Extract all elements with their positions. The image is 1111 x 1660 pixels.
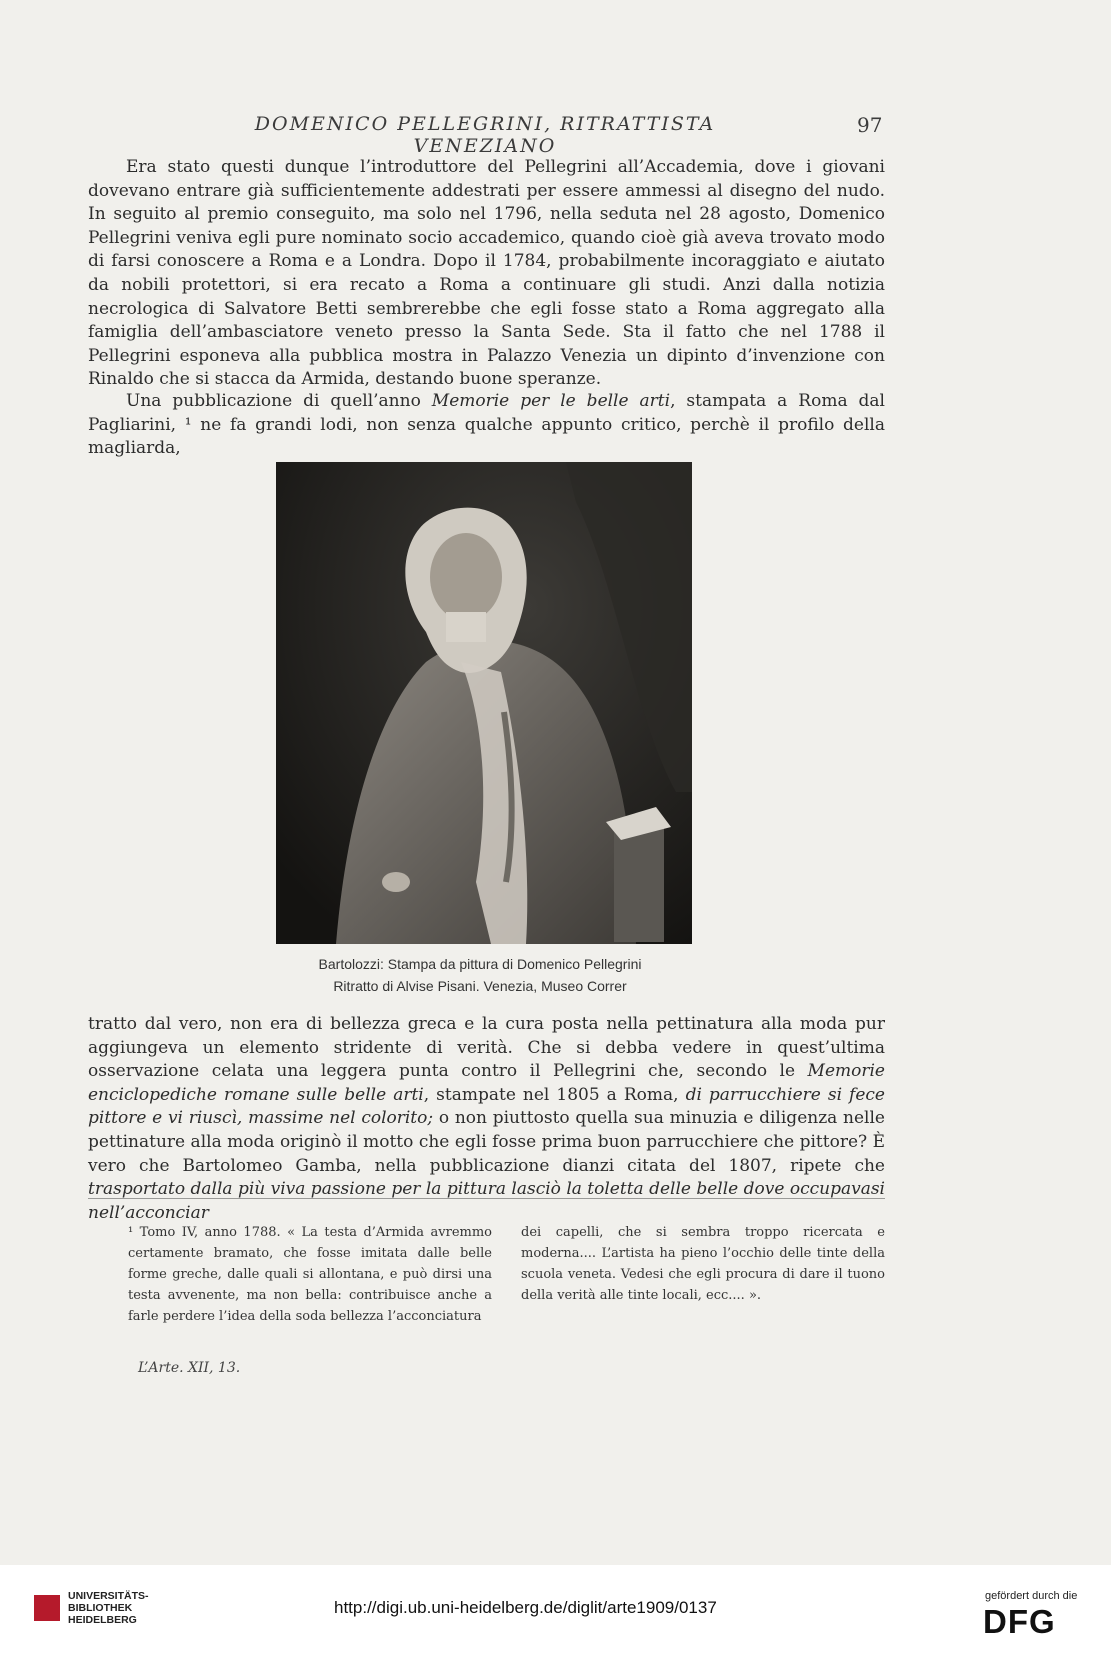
paragraph-2 (88, 390, 885, 461)
page-number: 97 (857, 113, 883, 137)
signature-mark: L’Arte. XII, 13. (138, 1360, 241, 1376)
figure-caption-line-2: Ritratto di Alvise Pisani. Venezia, Museo Correr (333, 978, 627, 994)
paragraph-3-text-c: o non piuttosto quella sua minuzia e diligenza nelle pettinature alla moda originò il motto che egli fosse prima buon parrucchiere che pittore? È vero che Bartolomeo Gamba, nella pubblicazione dianzi citata del 1807, ripete che (88, 1108, 885, 1176)
digitization-footer (0, 1565, 1111, 1660)
paragraph-2-text-b: , stampata a Roma dal Pagliarini, ¹ ne fa grandi lodi, non senza qualche appunto critico, perchè il profilo della magliarda, (88, 391, 885, 459)
paragraph-3-italic-3: trasportato dalla più viva passione per la pittura lasciò la toletta delle belle dove occupavasi nell’acconciar (88, 1179, 885, 1223)
figure-caption-line-1: Bartolozzi: Stampa da pittura di Domenico Pellegrini (318, 956, 642, 972)
permalink[interactable]: http://digi.ub.uni-heidelberg.de/diglit/arte1909/0137 (334, 1598, 717, 1617)
paragraph-3-italic-1: Memorie enciclopediche romane sulle belle arti (88, 1061, 885, 1105)
paragraph-3-text-a: tratto dal vero, non era di bellezza greca e la cura posta nella pettinatura alla moda pur aggiungeva un elemento stridente di verità. Che si debba vedere in quest’ultima osservazione celata una leggera punta contro il Pellegrini che, secondo le (88, 1014, 885, 1082)
funding-label: gefördert durch die (985, 1590, 1078, 1602)
running-title: DOMENICO PELLEGRINI, RITRATTISTA VENEZIANO (254, 113, 716, 157)
library-name: UNIVERSITÄTS- BIBLIOTHEK HEIDELBERG (68, 1590, 149, 1626)
library-logo-icon (34, 1595, 60, 1621)
paragraph-3 (88, 1013, 885, 1225)
portrait-engraving (276, 462, 692, 944)
footnotes (128, 1222, 885, 1327)
footnote-column-1: ¹ Tomo IV, anno 1788. « La testa d’Armida avremmo certamente bramato, che fosse imitata dalle belle forme greche, dalle quali si allontana, e può dirsi una testa avvenente, ma non bella: contribuisce anche a farle perdere l’idea della soda bellezza l’acconciatura (128, 1225, 492, 1324)
paragraph-2-title: Memorie per le belle arti (431, 391, 671, 411)
footnote-column-2: dei capelli, che si sembra troppo ricercata e moderna.... L’artista ha pieno l’occhio delle tinte della scuola veneta. Vedesi che egli procura di dare il tuono della verità alle tinte locali, ecc.... ». (521, 1225, 885, 1303)
paragraph-3-italic-2: di parrucchiere si fece pittore e vi riuscì, massime nel colorito; (88, 1084, 885, 1129)
paragraph-3-text-b: , stampate nel 1805 a Roma, (423, 1084, 686, 1105)
paragraph-1: Era stato questi dunque l’introduttore del Pellegrini all’Accademia, dove i giovani dovevano entrare già sufficientemente addestrati per essere ammessi al disegno del nudo. In seguito al premio conseguito, ma solo nel 1796, nella seduta nel 28 agosto, Domenico Pellegrini veniva egli pure nominato socio accademico, quando cioè già aveva trovato modo di farsi conoscere a Roma e a Londra. Dopo il 1784, probabilmente incoraggiato e aiutato da nobili protettori, si era recato a Roma a continuare gli studi. Anzi dalla notizia necrologica di Salvatore Betti sembrerebbe che egli fosse stato a Roma aggregato alla famiglia dell’ambasciatore veneto presso la Santa Sede. Sta il fatto che nel 1788 il Pellegrini esponeva alla pubblica mostra in Palazzo Venezia un dipinto d’invenzione con Rinaldo che si stacca da Armida, destando buone speranze. (88, 157, 885, 390)
paragraph-2-text-a: Una pubblicazione di quell’anno (126, 391, 432, 411)
footnote-divider (88, 1198, 885, 1199)
dfg-logo: DFG (983, 1603, 1056, 1640)
portrait-plate (276, 462, 692, 944)
